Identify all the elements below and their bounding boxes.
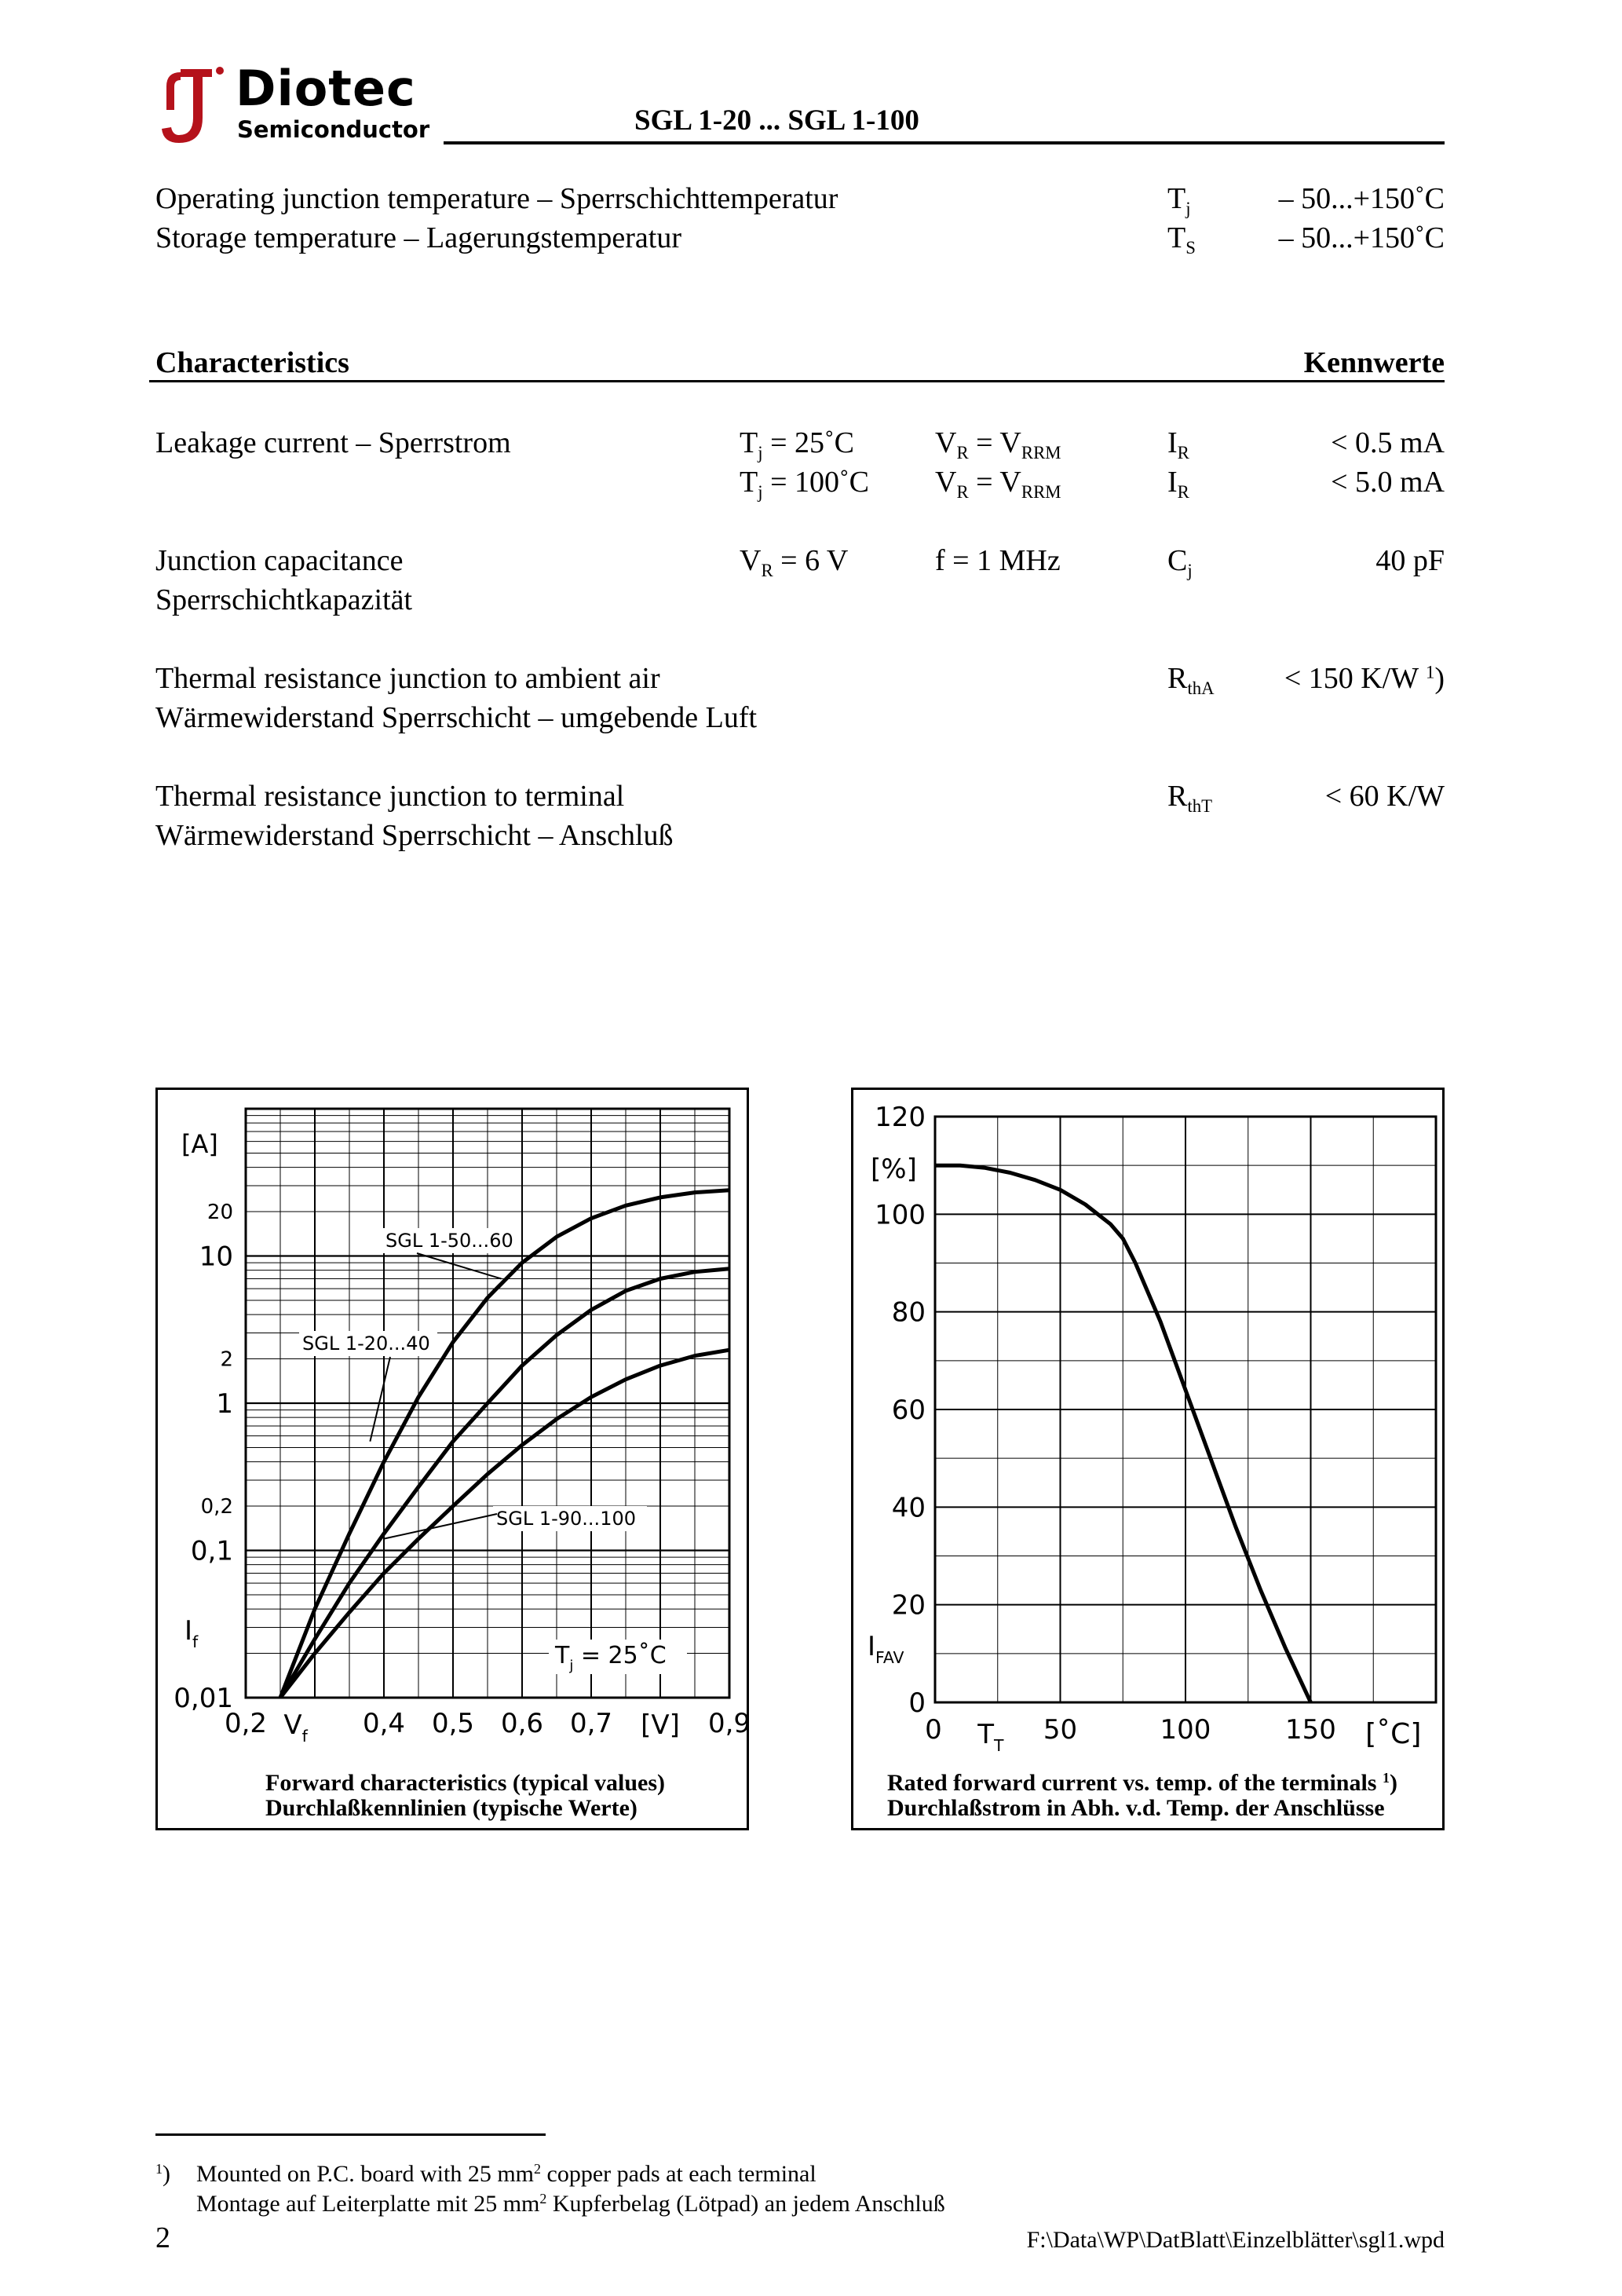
capacitance-label-de: Sperrschichtkapazität [155,583,413,616]
diotec-logo-icon [157,63,228,149]
temperature-annotation: $T_j$ = 25˚C [555,1642,667,1674]
chart2-subtitle: Durchlaßstrom in Abh. v.d. Temp. der Anschlüsse [887,1795,1385,1821]
leakage-cond-vr-1: $V_R = V_{RRM}$ [935,426,1061,462]
y-tick-label: 0,2 [200,1495,233,1519]
leakage-cond-vr-2: $V_R = V_{RRM}$ [935,466,1061,502]
y-axis-label: $I_{FAV}$ [868,1631,904,1668]
rtht-label-de: Wärmewiderstand Sperrschicht – Anschluß [155,819,674,852]
rtha-label-de: Wärmewiderstand Sperrschicht – umgebende Luft [155,701,758,734]
y-tick-label: 120 [875,1102,926,1133]
leakage-cond-tj-100: $T_j$ = 100˚C [740,466,869,502]
leakage-label: Leakage current – Sperrstrom [155,426,511,459]
leakage-symbol-2: $I_R$ [1167,466,1189,502]
x-unit-label: [V] [641,1709,680,1741]
footnote-rule [155,2133,546,2136]
derating-chart [853,1090,1442,1756]
header-rule [444,141,1445,144]
y-tick-label: 0,01 [174,1683,233,1714]
page-number: 2 [155,2221,170,2254]
x-tick-label: 50 [1043,1714,1078,1746]
y-tick-label: 100 [875,1199,926,1231]
leakage-symbol-1: $I_R$ [1167,426,1189,462]
rtht-symbol: $R_{thT}$ [1167,780,1213,816]
rtha-label-en: Thermal resistance junction to ambient air [155,662,660,695]
section-title-kennwerte: Kennwerte [1303,346,1445,379]
x-tick-label: 0,4 [362,1708,406,1739]
y-tick-label: 1 [216,1388,233,1420]
y-tick-label: 20 [891,1589,926,1621]
rating-label-operating: Operating junction temperature – Sperrschichttemperatur [155,182,838,215]
x-tick-label: 0,2 [224,1708,268,1739]
series-label: SGL 1-50...60 [385,1230,513,1252]
capacitance-value: 40 pF [1375,544,1445,577]
capacitance-label-en: Junction capacitance [155,544,404,577]
chart2-title: Rated forward current vs. temp. of the terminals $^1$) [887,1770,1397,1796]
capacitance-cond-f: f = 1 MHz [935,544,1061,577]
footnote-line-de: Montage auf Leiterplatte mit 25 $mm^2$ Kupferbelag (Lötpad) an jedem Anschluß [196,2191,945,2217]
rtht-value: < 60 K/W [1324,780,1445,813]
rating-value-tj: – 50...+150˚C [1278,182,1445,215]
document-title: SGL 1-20 ... SGL 1-100 [634,104,919,137]
y-tick-label: 0,1 [190,1535,233,1567]
series-label: SGL 1-20...40 [302,1333,430,1355]
y-tick-label: 20 [206,1201,233,1225]
leakage-value-1: < 0.5 mA [1331,426,1445,459]
x-tick-label: 0,7 [569,1708,613,1739]
rating-value-ts: – 50...+150˚C [1278,221,1445,254]
x-tick-label: 150 [1285,1714,1336,1746]
y-axis-label: $I_f$ [184,1615,199,1652]
y-unit-label: [A] [181,1129,218,1159]
series-label-leader [417,1253,502,1279]
y-tick-label: 40 [891,1492,926,1524]
y-tick-label: 0 [908,1687,926,1719]
rating-symbol-tj: $T_j$ [1167,182,1191,218]
x-tick-label: 0,9 [707,1708,751,1739]
y-tick-label: 60 [891,1395,926,1426]
capacitance-cond-vr: $V_R = 6$ V [740,544,849,580]
x-axis-label: $T_T$ [977,1719,1004,1756]
rating-label-storage: Storage temperature – Lagerungstemperatur [155,221,681,254]
chart1-title: Forward characteristics (typical values) [265,1770,666,1796]
x-tick-label: 100 [1160,1714,1211,1746]
series-sgl-1-50-60 [280,1190,729,1698]
footnote-line-en: Mounted on P.C. board with 25 $mm^2$ copper pads at each terminal [196,2161,816,2187]
y-unit-label: [%] [871,1153,917,1185]
x-unit-label: [˚C] [1365,1718,1422,1750]
footnote-marker: $^1$) [155,2161,170,2187]
rtht-label-en: Thermal resistance junction to terminal [155,780,625,813]
derating-panel [851,1088,1445,1830]
y-tick-label: 80 [891,1296,926,1329]
file-path: F:\Data\WP\DatBlatt\Einzelblätter\sgl1.wpd [1026,2227,1445,2253]
x-tick-label: 0,6 [500,1708,544,1739]
leakage-cond-tj-25: $T_j$ = 25˚C [740,426,854,462]
section-title-characteristics: Characteristics [155,346,349,379]
series-label: SGL 1-90...100 [496,1508,636,1530]
series-label-leader [370,1357,390,1442]
rtha-value: < 150 K/W $^1$) [1284,662,1445,695]
rtha-symbol: $R_{thA}$ [1167,662,1215,698]
y-tick-label: 10 [199,1241,233,1273]
forward-characteristics-chart [158,1090,751,1746]
y-tick-label: 2 [220,1347,233,1372]
section-rule [149,380,1445,382]
forward-characteristics-panel [155,1088,749,1830]
x-axis-label: $V_f$ [283,1709,308,1746]
x-tick-label: 0 [925,1714,942,1746]
rating-symbol-ts: $T_S$ [1167,221,1196,258]
capacitance-symbol: $C_j$ [1167,544,1193,580]
leakage-value-2: < 5.0 mA [1331,466,1445,499]
brand-name: Diotec [236,60,416,117]
chart1-subtitle: Durchlaßkennlinien (typische Werte) [265,1795,637,1821]
brand-subtitle: Semiconductor [237,116,430,143]
x-tick-label: 0,5 [431,1708,475,1739]
